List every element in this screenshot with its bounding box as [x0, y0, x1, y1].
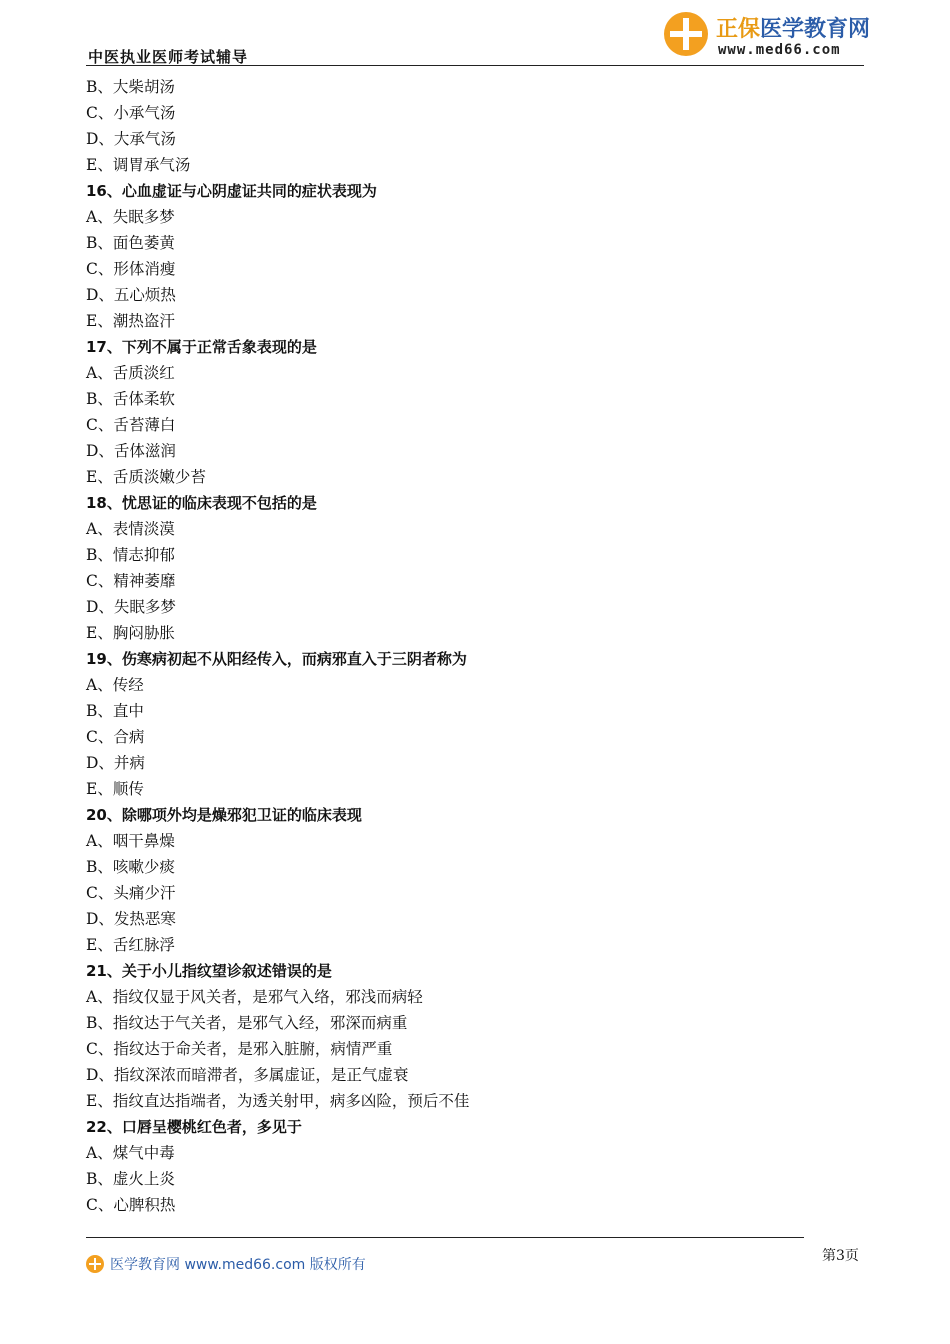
answer-option: D、发热恶寒 [86, 910, 176, 928]
answer-option: E、舌质淡嫩少苔 [86, 468, 206, 486]
answer-option: D、舌体滋润 [86, 442, 176, 460]
logo-brand-b: 医学教育网 [760, 17, 871, 42]
question-stem: 17、下列不属于正常舌象表现的是 [86, 338, 317, 356]
answer-option: C、头痛少汗 [86, 884, 176, 902]
question-stem: 21、关于小儿指纹望诊叙述错误的是 [86, 962, 332, 980]
answer-option: B、大柴胡汤 [86, 78, 175, 96]
answer-option: C、形体消瘦 [86, 260, 176, 278]
footer-divider [86, 1237, 804, 1238]
question-stem: 22、口唇呈樱桃红色者，多见于 [86, 1118, 302, 1136]
answer-option: B、舌体柔软 [86, 390, 175, 408]
answer-option: A、舌质淡红 [86, 364, 175, 382]
answer-option: B、虚火上炎 [86, 1170, 175, 1188]
answer-option: C、舌苔薄白 [86, 416, 176, 434]
header-divider [86, 65, 864, 66]
question-stem: 19、伤寒病初起不从阳经传入，而病邪直入于三阴者称为 [86, 650, 467, 668]
answer-option: A、失眠多梦 [86, 208, 175, 226]
answer-option: B、咳嗽少痰 [86, 858, 175, 876]
answer-option: D、五心烦热 [86, 286, 176, 304]
question-stem: 20、除哪项外均是燥邪犯卫证的临床表现 [86, 806, 362, 824]
footer-logo-icon [86, 1255, 104, 1273]
logo-brand-a: 正保 [716, 17, 761, 42]
answer-option: D、大承气汤 [86, 130, 176, 148]
answer-option: B、直中 [86, 702, 144, 720]
footer-copyright[interactable]: 医学教育网 www.med66.com 版权所有 [110, 1257, 366, 1273]
answer-option: C、小承气汤 [86, 104, 176, 122]
answer-option: E、顺传 [86, 780, 144, 798]
answer-option: C、合病 [86, 728, 145, 746]
answer-option: D、失眠多梦 [86, 598, 176, 616]
page-number: 第3页 [822, 1248, 859, 1264]
logo-name [716, 12, 870, 43]
answer-option: A、传经 [86, 676, 144, 694]
answer-option: A、煤气中毒 [86, 1144, 175, 1162]
header-subtitle: 中医执业医师考试辅导 [88, 48, 249, 66]
logo-cross-icon [664, 12, 708, 56]
answer-option: E、潮热盗汗 [86, 312, 175, 330]
answer-option: B、指纹达于气关者，是邪气入经，邪深而病重 [86, 1014, 408, 1032]
answer-option: C、精神萎靡 [86, 572, 176, 590]
answer-option: C、指纹达于命关者，是邪入脏腑，病情严重 [86, 1040, 393, 1058]
question-stem: 16、心血虚证与心阴虚证共同的症状表现为 [86, 182, 377, 200]
answer-option: E、舌红脉浮 [86, 936, 175, 954]
answer-option: B、情志抑郁 [86, 546, 175, 564]
answer-option: E、指纹直达指端者，为透关射甲，病多凶险，预后不佳 [86, 1092, 470, 1110]
answer-option: D、并病 [86, 754, 145, 772]
logo-url[interactable]: www.med66.com [718, 42, 841, 58]
answer-option: A、指纹仅显于风关者，是邪气入络，邪浅而病轻 [86, 988, 423, 1006]
answer-option: C、心脾积热 [86, 1196, 176, 1214]
site-logo[interactable] [664, 10, 871, 62]
question-stem: 18、忧思证的临床表现不包括的是 [86, 494, 317, 512]
answer-option: A、表情淡漠 [86, 520, 175, 538]
answer-option: D、指纹深浓而暗滞者，多属虚证，是正气虚衰 [86, 1066, 409, 1084]
answer-option: B、面色萎黄 [86, 234, 175, 252]
answer-option: E、调胃承气汤 [86, 156, 191, 174]
question-list [86, 74, 846, 1218]
answer-option: E、胸闷胁胀 [86, 624, 175, 642]
page-header [86, 8, 871, 66]
answer-option: A、咽干鼻燥 [86, 832, 175, 850]
